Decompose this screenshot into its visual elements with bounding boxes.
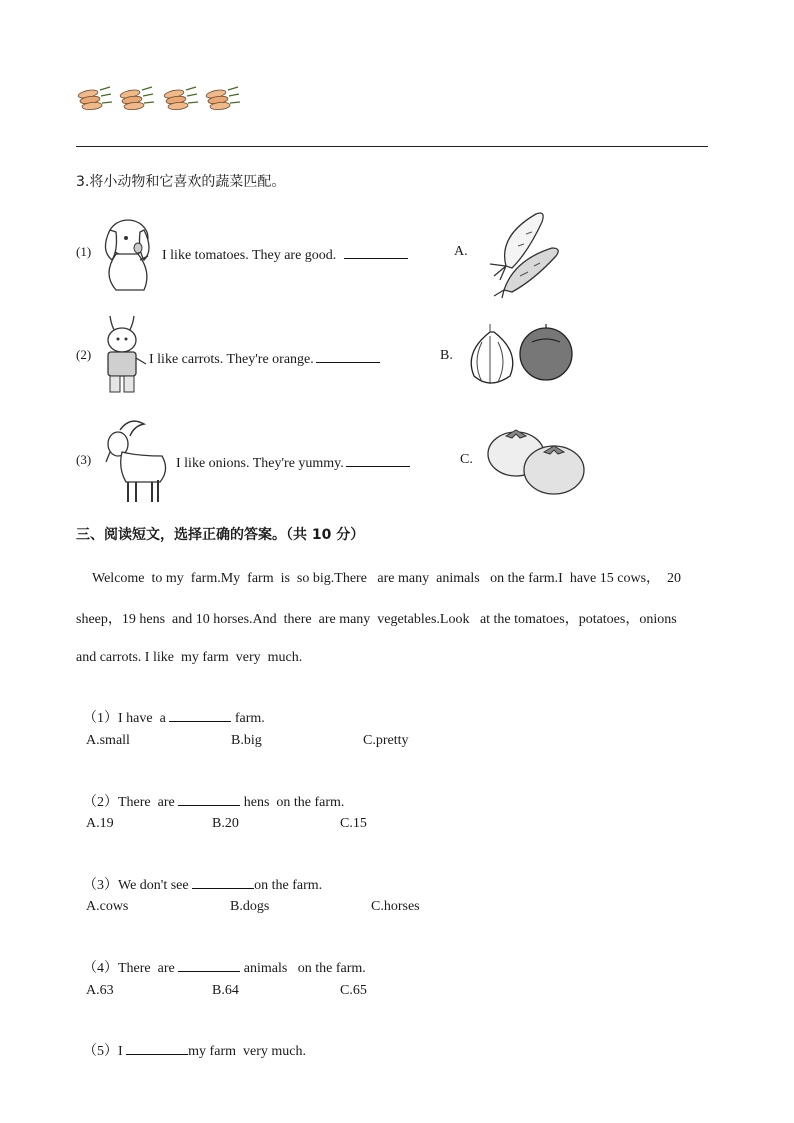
question-2-before: There are [118, 795, 179, 810]
q1-option-b[interactable]: B.big [231, 733, 262, 748]
row1-sentence [162, 244, 408, 264]
row2-sentence-text: I like carrots. They're orange. [149, 352, 314, 367]
question-1-before: I have a [118, 711, 170, 726]
question-1 [76, 691, 265, 727]
question-4-after: animals on the farm. [240, 961, 366, 976]
row1-number: (1) [76, 244, 92, 259]
section3-heading: 3.将小动物和它喜欢的蔬菜匹配。 [76, 174, 286, 190]
option-b-label: B. [440, 348, 453, 363]
q2-option-b[interactable]: B.20 [212, 816, 239, 831]
question-4-before: There are [118, 961, 179, 976]
passage-line-3: and carrots. I like my farm very much. [76, 650, 303, 665]
question-1-blank[interactable] [169, 707, 231, 722]
q2-option-a[interactable]: A.19 [86, 816, 114, 831]
question-5-number: （5） [83, 1044, 118, 1059]
passage-line-1: Welcome to my farm.My farm is so big.There are many animals on the farm.I have 15 cows， 20 [92, 571, 682, 586]
option-c-label: C. [460, 452, 473, 467]
question-4-number: （4） [83, 961, 118, 976]
tomatoes-icon [484, 426, 588, 498]
question-5-before: I [118, 1044, 127, 1059]
q2-option-c[interactable]: C.15 [340, 816, 367, 831]
row3-sentence [176, 452, 410, 472]
reading-heading: 三、阅读短文，选择正确的答案。（共 10 分） [76, 527, 365, 543]
q4-option-c[interactable]: C.65 [340, 983, 367, 998]
question-3-number: （3） [83, 878, 118, 893]
q4-option-b[interactable]: B.64 [212, 983, 239, 998]
horizontal-rule [76, 146, 708, 147]
row2-answer-blank[interactable] [316, 348, 380, 363]
q3-option-c[interactable]: C.horses [371, 899, 420, 914]
row1-answer-blank[interactable] [344, 244, 408, 259]
row3-sentence-text: I like onions. They're yummy. [176, 456, 344, 471]
passage-line-2: sheep，19 hens and 10 horses.And there are many vegetables.Look at the tomatoes，potatoes，onions [76, 612, 677, 627]
question-2 [76, 775, 344, 811]
row2-sentence [149, 348, 380, 368]
q3-option-b[interactable]: B.dogs [230, 899, 270, 914]
question-4 [76, 941, 366, 977]
question-5 [76, 1024, 306, 1060]
question-1-number: （1） [83, 711, 118, 726]
onions-icon [462, 322, 574, 390]
rabbit-icon [98, 312, 150, 398]
question-1-after: farm. [231, 711, 265, 726]
question-5-blank[interactable] [126, 1040, 188, 1055]
row3-answer-blank[interactable] [346, 452, 410, 467]
row3-number: (3) [76, 452, 92, 467]
carrot-bunch-icon [76, 84, 246, 114]
question-5-after: my farm very much. [188, 1044, 306, 1059]
question-2-blank[interactable] [178, 791, 240, 806]
q3-option-a[interactable]: A.cows [86, 899, 129, 914]
goat-icon [100, 416, 172, 506]
decoration-row [76, 84, 246, 114]
q4-option-a[interactable]: A.63 [86, 983, 114, 998]
q1-option-c[interactable]: C.pretty [363, 733, 409, 748]
question-3-after: on the farm. [254, 878, 323, 893]
carrots-icon [476, 206, 562, 298]
question-3 [76, 858, 322, 894]
dog-icon [98, 208, 162, 298]
option-a-label: A. [454, 244, 468, 259]
row2-number: (2) [76, 347, 92, 362]
question-3-blank[interactable] [192, 874, 254, 889]
question-3-before: We don't see [118, 878, 193, 893]
q1-option-a[interactable]: A.small [86, 733, 130, 748]
row1-sentence-text: I like tomatoes. They are good. [162, 248, 337, 263]
question-2-after: hens on the farm. [240, 795, 345, 810]
question-2-number: （2） [83, 795, 118, 810]
question-4-blank[interactable] [178, 957, 240, 972]
